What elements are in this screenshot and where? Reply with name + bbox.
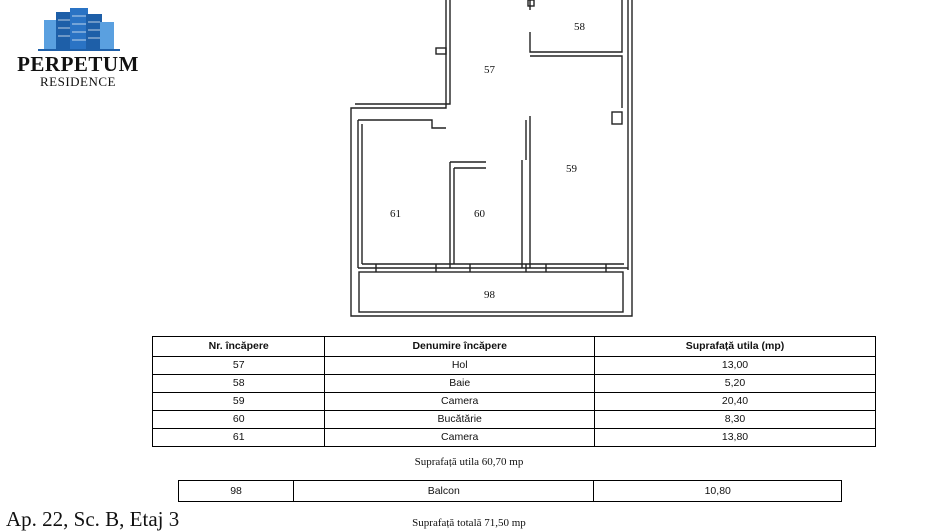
- table-cell: Balcon: [294, 481, 594, 502]
- table-cell: 10,80: [594, 481, 842, 502]
- table-row: [153, 393, 876, 411]
- table-cell: 61: [153, 429, 325, 447]
- apartment-title: Ap. 22, Sc. B, Etaj 3: [6, 507, 180, 531]
- column-header: Suprafață utila (mp): [595, 337, 876, 357]
- table-header-row: [153, 337, 876, 357]
- room-label-98: 98: [484, 289, 495, 301]
- table-row: [153, 411, 876, 429]
- table-cell: Bucătărie: [325, 411, 595, 429]
- column-header: Nr. încăpere: [153, 337, 325, 357]
- table-cell: 13,80: [595, 429, 876, 447]
- table-cell: 8,30: [595, 411, 876, 429]
- table-row: [179, 481, 842, 502]
- brand-name: PERPETUM: [17, 52, 139, 76]
- column-header: Denumire încăpere: [325, 337, 595, 357]
- table-row: [153, 357, 876, 375]
- room-label-57: 57: [484, 64, 495, 76]
- table-row: [153, 375, 876, 393]
- balcony-table: [178, 480, 842, 502]
- table-row: [153, 429, 876, 447]
- table-cell: 20,40: [595, 393, 876, 411]
- table-cell: Camera: [325, 429, 595, 447]
- table-cell: 57: [153, 357, 325, 375]
- table-cell: 5,20: [595, 375, 876, 393]
- brand-subtitle: RESIDENCE: [40, 74, 116, 89]
- room-label-61: 61: [390, 208, 401, 220]
- room-label-58: 58: [574, 21, 585, 33]
- table-cell: 60: [153, 411, 325, 429]
- table-cell: 58: [153, 375, 325, 393]
- table-cell: 98: [179, 481, 294, 502]
- usable-area-total: Suprafață utila 60,70 mp: [414, 456, 524, 468]
- table-cell: 13,00: [595, 357, 876, 375]
- table-cell: 59: [153, 393, 325, 411]
- table-cell: Hol: [325, 357, 595, 375]
- room-label-60: 60: [474, 208, 485, 220]
- table-cell: Baie: [325, 375, 595, 393]
- total-area: Suprafață totală 71,50 mp: [412, 517, 526, 529]
- rooms-table: [152, 336, 876, 447]
- room-label-59: 59: [566, 163, 577, 175]
- table-cell: Camera: [325, 393, 595, 411]
